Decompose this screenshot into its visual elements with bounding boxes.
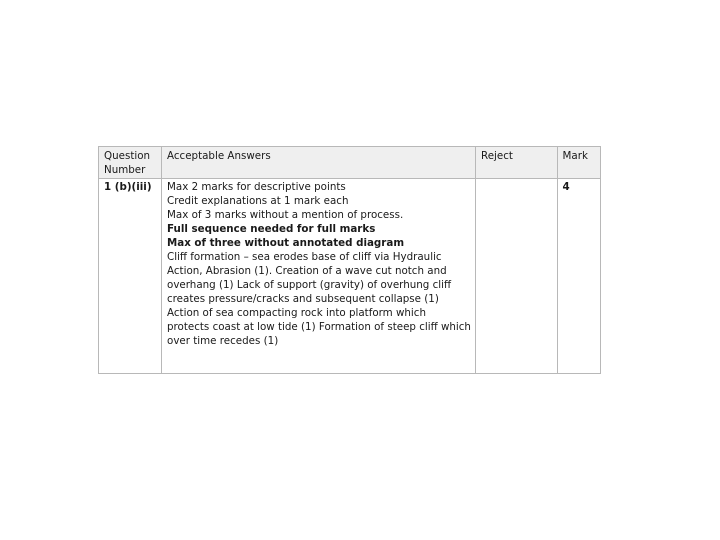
answer-bold-line: Max of three without annotated diagram bbox=[167, 237, 405, 249]
mark-cell: 4 bbox=[557, 179, 600, 374]
header-mark: Mark bbox=[557, 147, 600, 179]
answer-line: Max 2 marks for descriptive points bbox=[167, 181, 346, 193]
header-question-number: Question Number bbox=[99, 147, 162, 179]
answer-line: Max of 3 marks without a mention of process. bbox=[167, 209, 404, 221]
answer-paragraph: Cliff formation – sea erodes base of cliff via Hydraulic Action, Abrasion (1). Creation of a wave cut notch and overhang (1) Lack of support (gravity) of overhung cliff creates pressure/cracks and subsequent collapse (1) Action of sea compacting rock into platform which protects coast at low tide (1) Formation of steep cliff which over time recedes (1) bbox=[167, 251, 471, 347]
acceptable-answers-cell bbox=[162, 179, 476, 374]
answer-line: Credit explanations at 1 mark each bbox=[167, 195, 349, 207]
header-acceptable-answers: Acceptable Answers bbox=[162, 147, 476, 179]
header-row bbox=[99, 147, 601, 179]
reject-cell bbox=[476, 179, 557, 374]
header-reject: Reject bbox=[476, 147, 557, 179]
mark-scheme-table bbox=[98, 146, 601, 374]
question-number-cell: 1 (b)(iii) bbox=[99, 179, 162, 374]
table-row bbox=[99, 179, 601, 374]
answer-bold-line: Full sequence needed for full marks bbox=[167, 223, 376, 235]
